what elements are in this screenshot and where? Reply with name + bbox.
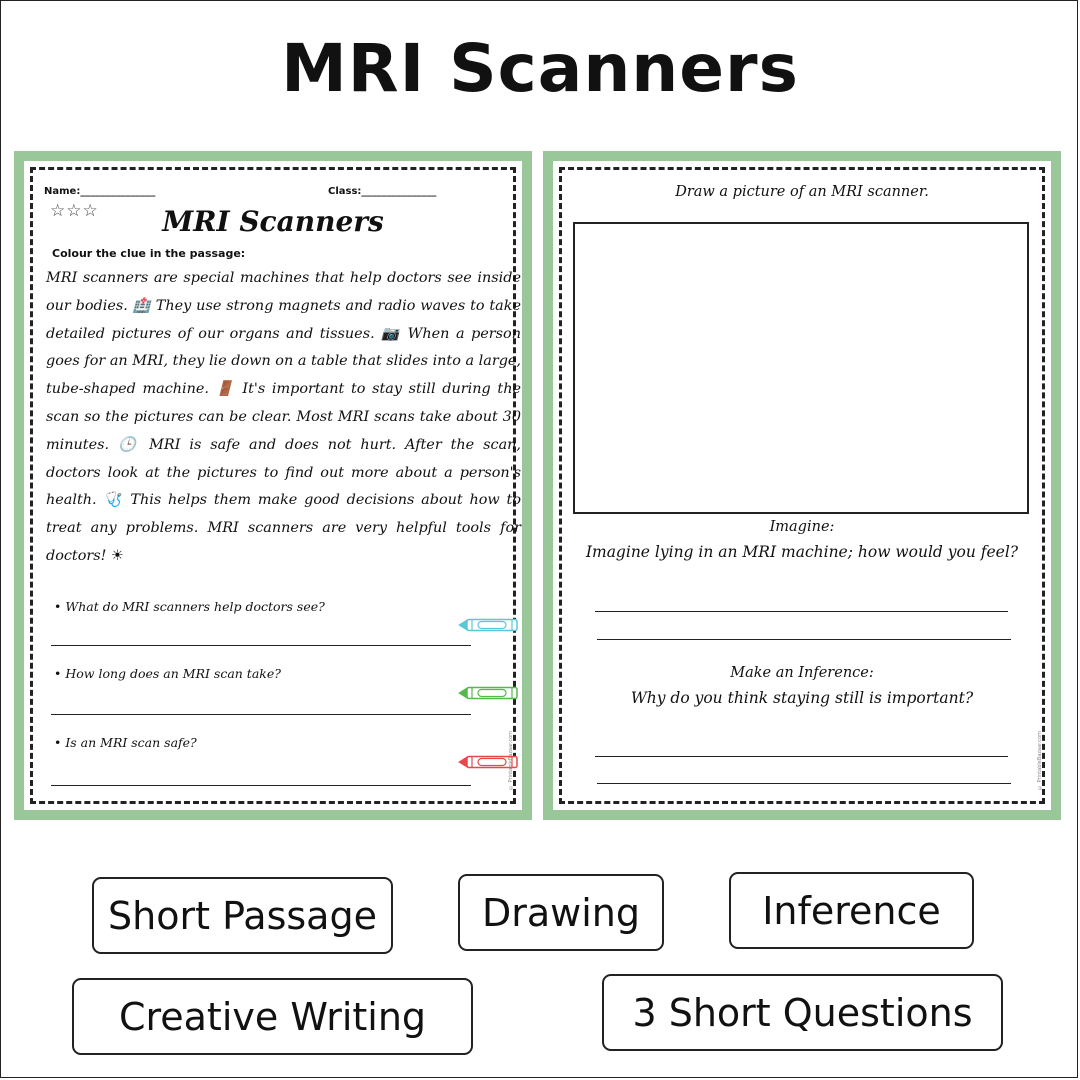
crayon-icon	[458, 686, 520, 700]
tag-inference: Inference	[729, 872, 974, 949]
imagine-heading: Imagine:	[769, 519, 835, 535]
crayon-icon	[458, 618, 520, 632]
worksheet-paper	[24, 161, 522, 810]
credit-text: © PrintableBazaar.com	[508, 731, 514, 790]
worksheet-title: MRI Scanners	[162, 205, 384, 238]
draw-instruction: Draw a picture of an MRI scanner.	[675, 184, 929, 200]
tag-short-passage: Short Passage	[92, 877, 393, 954]
reading-passage: MRI scanners are special machines that help doctors see inside our bodies. 🏥 They use strong magnets and radio waves to take detailed pictures of our organs and tissues. 📷 When a person goes for an MRI, they lie down on a table that slides into a large, tube-shaped machine. 🚪 It's important to stay still during the scan so the pictures can be clear. Most MRI scans take about 30 minutes. 🕒 MRI is safe and does not hurt. After the scan, doctors look at the pictures to find out more about a person's health. 🩺 This helps them make good decisions about how to treat any problems. MRI scanners are very helpful tools for doctors! ☀	[46, 270, 521, 564]
class-field-label: Class:_______________	[328, 186, 437, 197]
writing-line	[595, 611, 1008, 612]
instruction-text: Colour the clue in the passage:	[52, 247, 246, 260]
writing-line	[595, 756, 1008, 757]
tag-drawing: Drawing	[458, 874, 664, 951]
crayon-green	[459, 688, 517, 699]
tag-creative-writing: Creative Writing	[72, 978, 473, 1055]
writing-line	[597, 639, 1011, 640]
worksheet-paper	[553, 161, 1051, 810]
answer-line-1	[51, 645, 471, 646]
rating-stars: ☆☆☆	[50, 201, 99, 221]
page-title: MRI Scanners	[281, 30, 799, 107]
question-3: • Is an MRI scan safe?	[54, 735, 197, 750]
credit-text: © PrintableBazaar.com	[1037, 731, 1043, 790]
imagine-question: Imagine lying in an MRI machine; how would you feel?	[585, 543, 1019, 561]
question-1: • What do MRI scanners help doctors see?	[54, 599, 325, 614]
tag-3-short-questions: 3 Short Questions	[602, 974, 1003, 1051]
answer-line-2	[51, 714, 471, 715]
answer-line-3	[51, 785, 471, 786]
writing-line	[597, 783, 1011, 784]
crayon-cyan	[459, 620, 517, 631]
name-field-label: Name:_______________	[44, 186, 156, 197]
inference-heading: Make an Inference:	[730, 665, 874, 681]
drawing-box	[573, 222, 1029, 514]
reading-worksheet	[14, 151, 532, 820]
activity-worksheet	[543, 151, 1061, 820]
question-2: • How long does an MRI scan take?	[54, 666, 281, 681]
inference-question: Why do you think staying still is important?	[630, 689, 974, 707]
